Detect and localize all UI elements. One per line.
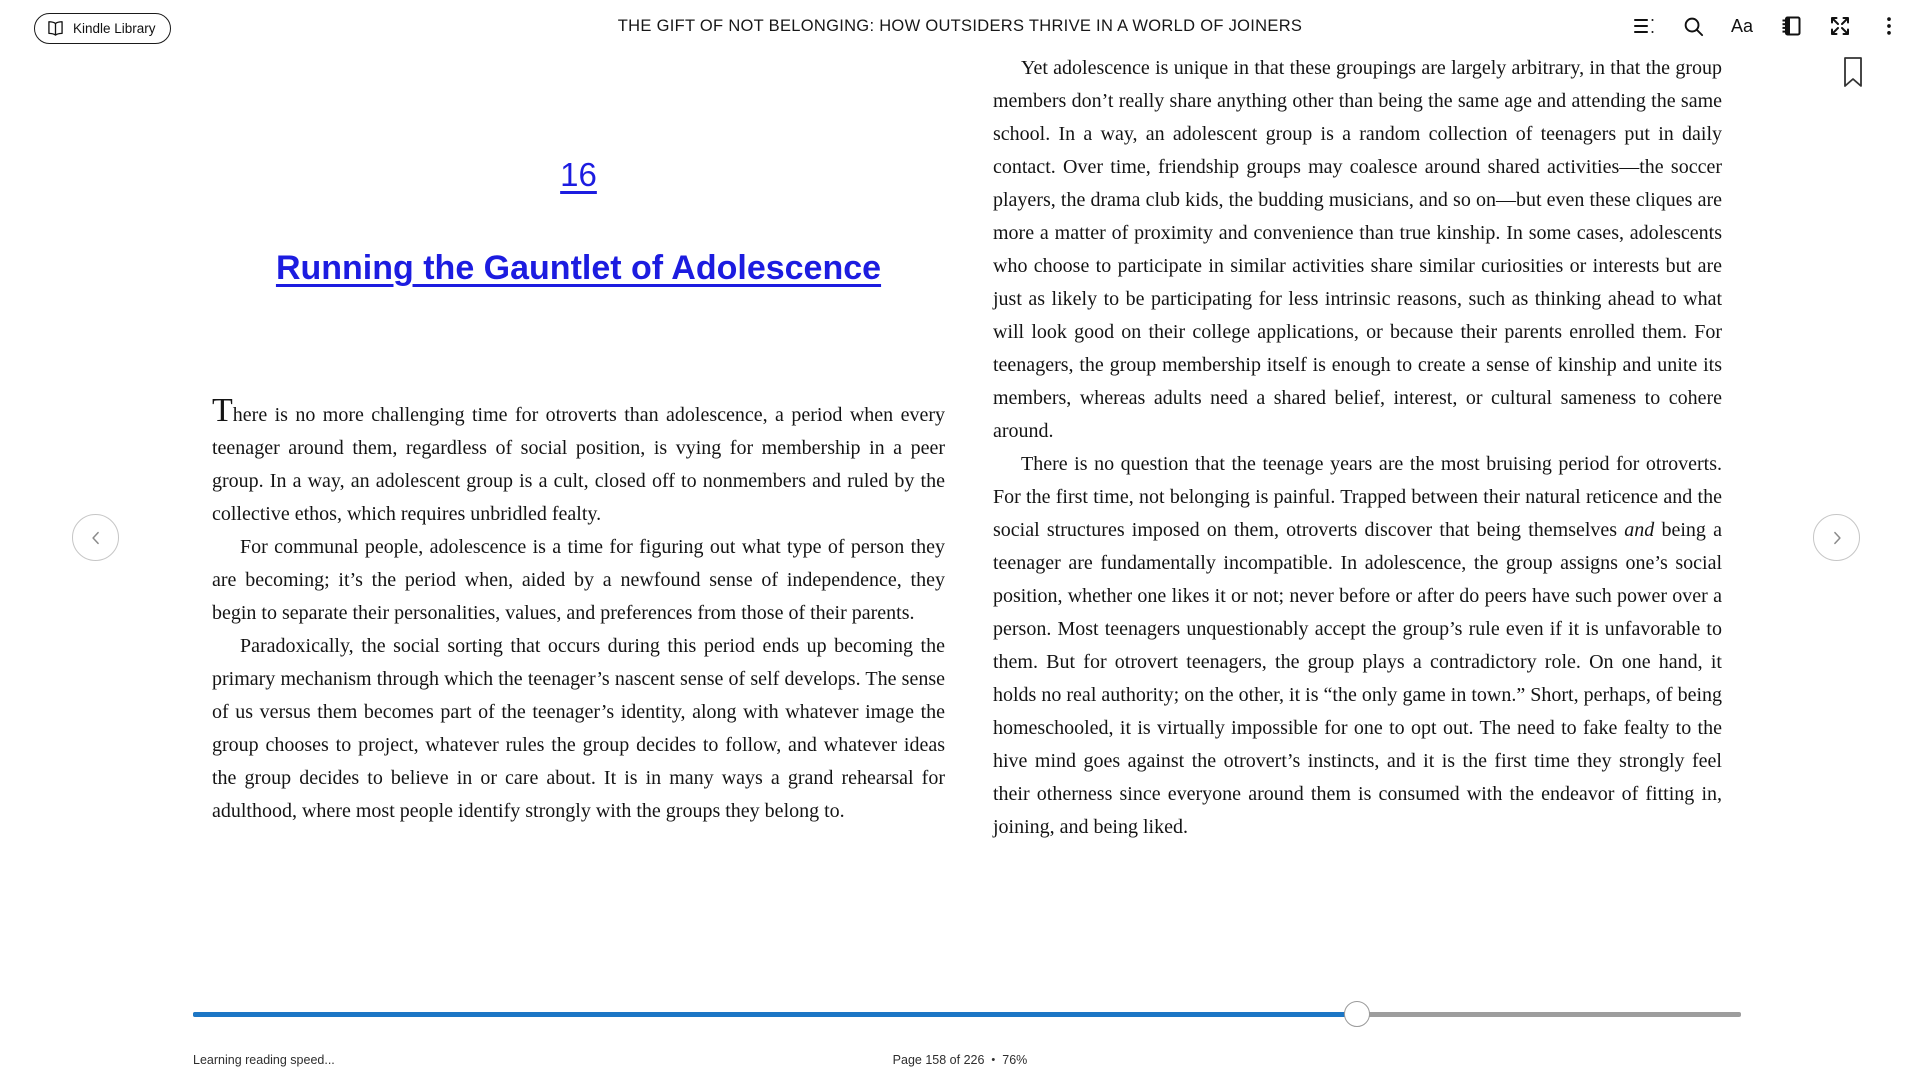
page-column-right xyxy=(993,52,1722,844)
top-bar xyxy=(0,0,1920,50)
progress-knob[interactable] xyxy=(1344,1001,1370,1027)
previous-page-button[interactable] xyxy=(72,514,119,561)
reading-progress-slider[interactable] xyxy=(193,1012,1741,1017)
separator-dot: • xyxy=(991,1054,996,1066)
book-title: THE GIFT OF NOT BELONGING: HOW OUTSIDERS THRIVE IN A WORLD OF JOINERS xyxy=(617,17,1303,35)
font-settings-icon[interactable] xyxy=(1727,13,1757,39)
paragraph xyxy=(212,394,945,531)
paragraph-text: here is no more challenging time for otroverts than adolescence, a period when every teenager around them, regardless of social position, is vying for membership in a peer group. In a way, an adolescent group is a cult, closed off to nonmembers and ruled by the collective ethos, which requires unbridled fealty. xyxy=(212,404,945,525)
paragraph: For communal people, adolescence is a time for figuring out what type of person they are becoming; it’s the period when, aided by a newfound sense of independence, they begin to separate their personalities, values, and preferences from those of their parents. xyxy=(212,536,945,624)
chevron-left-icon xyxy=(86,528,106,548)
paragraph-text: being a teenager are fundamentally incompatible. In adolescence, the group assigns one’s social position, whether one likes it or not; never before or after do peers have such power over a person. Most teenagers unquestionably accept the group’s rule even if it is unfavorable to them. But for otrovert teenagers, the group plays a contradictory role. On one hand, it holds no real authority; on the other, it is “the only game in town.” Short, perhaps, of being homeschooled, it is virtually impossible for one to opt out. The need to fake fealty to the hive mind goes against the otrovert’s instincts, and it is the first time they strongly feel their otherness since everyone around them is consumed with the endeavor of fitting in, joining, and being liked. xyxy=(993,519,1723,838)
paragraph: Yet adolescence is unique in that these groupings are largely arbitrary, in that the group members don’t really share anything other than being the same age and attending the same school. In a way, an adolescent group is a random collection of teenagers put in daily contact. Over time, friendship groups may coalesce around shared activities—the soccer players, the drama club kids, the budding musicians, and so on—but even these cliques are more a matter of proximity and convenience than true kinship. In some cases, adolescents who choose to participate in similar activities share similar curiosities or interests but are just as likely to be participating for less intrinsic reasons, such as thinking ahead to what will look good on their college applications, or because their parents enrolled them. For teenagers, the group membership itself is enough to create a sense of kinship and unite its members, whereas adults need a shared belief, interest, or cultural sameness to cohere around. xyxy=(993,57,1722,442)
more-menu-icon[interactable] xyxy=(1874,13,1904,39)
paragraph xyxy=(993,448,1722,844)
body-text-right xyxy=(993,52,1722,844)
search-icon[interactable] xyxy=(1678,13,1708,39)
reading-speed-status: Learning reading speed... xyxy=(193,1053,335,1067)
page-column-left xyxy=(212,140,945,828)
next-page-button[interactable] xyxy=(1813,514,1860,561)
paragraph: Paradoxically, the social sorting that occurs during this period ends up becoming the primary mechanism through which the teenager’s nascent sense of self develops. The sense of us versus them becomes part of the teenager’s identity, along with whatever image the group chooses to project, whatever rules the group decides to follow, and whatever ideas the group decides to believe in or care about. It is in many ways a grand rehearsal for adulthood, where most people identify strongly with the groups they belong to. xyxy=(212,635,945,822)
page-indicator xyxy=(0,1053,1920,1067)
chevron-right-icon xyxy=(1827,528,1847,548)
toc-icon[interactable] xyxy=(1629,13,1659,39)
chapter-title-link[interactable]: Running the Gauntlet of Adolescence xyxy=(275,249,882,287)
bookmark-icon[interactable] xyxy=(1841,56,1865,88)
font-settings-label: Aa xyxy=(1730,15,1754,36)
kindle-library-label: Kindle Library xyxy=(73,21,156,36)
chapter-number xyxy=(212,156,945,194)
chapter-title xyxy=(212,249,945,288)
italic-text: and xyxy=(1624,519,1655,541)
page-info: Page 158 of 226 xyxy=(892,1053,985,1067)
fullscreen-icon[interactable] xyxy=(1825,13,1855,39)
progress-fill xyxy=(193,1012,1357,1017)
percent-read: 76% xyxy=(1002,1053,1028,1067)
paragraph-text: There is no question that the teenage years are the most bruising period for otroverts. For the first time, not belonging is painful. Trapped between their natural reticence and the social structures imposed on them, otroverts discover that being themselves xyxy=(993,453,1722,541)
body-text-left xyxy=(212,394,945,828)
drop-cap: T xyxy=(212,392,233,429)
page-layout-icon[interactable] xyxy=(1776,13,1806,39)
chapter-number-link[interactable]: 16 xyxy=(560,156,597,193)
toolbar-icons xyxy=(1629,13,1904,39)
